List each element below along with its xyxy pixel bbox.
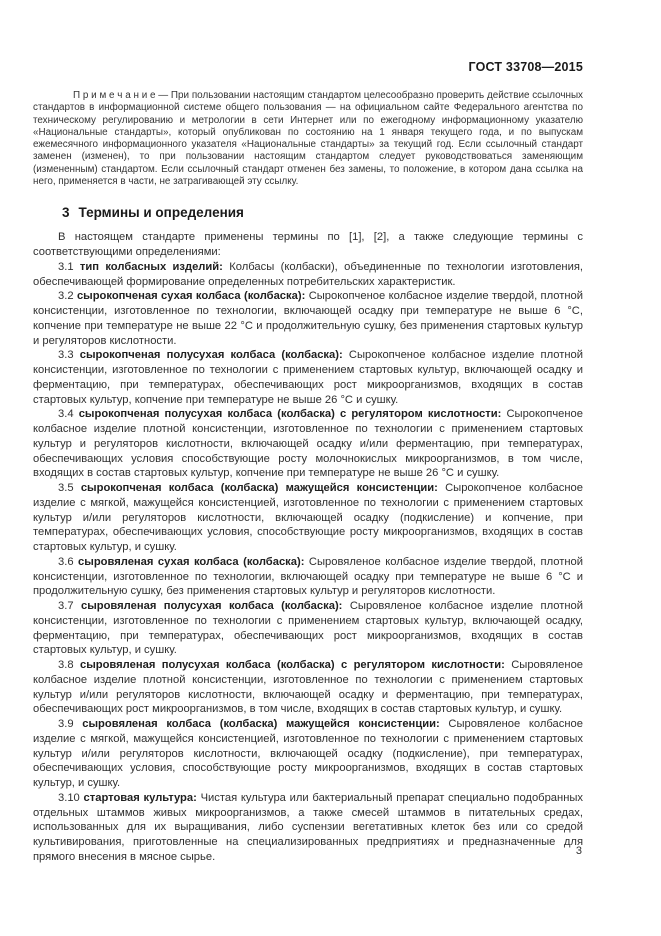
term-paragraph-3-2 [33, 289, 583, 348]
term-paragraph-3-10 [33, 791, 583, 865]
term-paragraph-3-7 [33, 599, 583, 658]
section-intro: В настоящем стандарте применены термины по [1], [2], а также следующие термины с соответствующими определениями: [33, 231, 583, 259]
term-name: сырокопченая сухая колбаса (колбаска): [76, 290, 306, 303]
term-paragraph-3-1 [33, 260, 583, 290]
term-paragraph-3-5 [33, 481, 583, 555]
term-number: 3.7 [58, 600, 74, 613]
term-name: сыровяленая полусухая колбаса (колбаска) с регулятором кислотности: [79, 659, 505, 672]
term-definition: Чистая культура или бактериальный препарат специально подобранных отдельных штаммов живых микроорганизмов, а также смесей штаммов в питательных средах, использованных для их выращивания, либо суспензии вегетативных клеток без или со средой культивирования, приготовленные на специализированных предприятиях и предназначенные для прямого внесения в мясное сырье. [33, 791, 584, 863]
term-number: 3.6 [58, 555, 74, 568]
term-name: сырокопченая колбаса (колбаска) мажущейся консистенции: [80, 482, 438, 495]
term-definition: Сырокопченое колбасное изделие твердой, плотной консистенции, изготовленное по технологии, включающей осадку при температуре не выше 6 °С, копчение при температуре не выше 22 °С и продолжительную сушку, без применения стартовых культур и регуляторов кислотности. [33, 290, 584, 347]
term-name: сырокопченая полусухая колбаса (колбаска) с регулятором кислотности: [78, 408, 502, 421]
term-name: тип колбасных изделий: [79, 260, 223, 273]
term-name: сыровяленая полусухая колбаса (колбаска): [80, 600, 343, 613]
term-definition: Сыровяленое колбасное изделие твердой, плотной консистенции, изготовленное по технологии, включающей осадку при температуре не выше 6 °С и продолжительную сушку, без применения стартовых культур и регуляторов кислотности. [33, 555, 583, 598]
section-heading [33, 205, 583, 220]
term-paragraph-3-4 [33, 407, 583, 481]
term-number: 3.5 [58, 482, 74, 495]
note-text: — При пользовании настоящим стандартом целесообразно проверить действие ссылочных стандартов в информационной системе общего пользования — на официальном сайте Федерального агентства по техническому регулированию и метрологии в сети Интернет или по ежегодному информационному указателю «Национальные стандарты», который опубликован по состоянию на 1 января текущего года, и по выпускам ежемесячного информационного указателя «Национальные стандарты» за текущий год. Если ссылочный стандарт заменен (изменен), то при пользовании настоящим стандартом следует руководствоваться заменяющим (измененным) стандартом. Если ссылочный стандарт отменен без замены, то положение, в котором дана ссылка на него, применяется в части, не затрагивающей эту ссылку. [33, 90, 583, 188]
term-number: 3.8 [58, 659, 74, 672]
term-paragraph-3-6 [33, 555, 583, 599]
note-paragraph [33, 90, 583, 188]
term-definition: Сыровяленое колбасное изделие плотной консистенции, изготовленное по технологии с применением стартовых культур, включающей осадку, ферментацию, при температурах, обеспечивающих рост микроорганизмов, входящих в состав стартовых культур, и сушку. [33, 600, 583, 657]
term-paragraph-3-3 [33, 348, 583, 407]
term-definition: Сырокопченое колбасное изделие с мягкой, мажущейся консистенцией, изготовленное по технологии с применением стартовых культур и/или регуляторов кислотности, включающей осадку (подкисление) и копчение, при температурах, обеспечивающих условия, способствующие росту микроорганизмов, входящих в состав стартовых культур, и сушку. [33, 482, 584, 554]
term-definition: Сыровяленое колбасное изделие плотной консистенции, изготовленное по технологии с применением стартовых культур и/или регуляторов кислотности, включающей осадку и ферментацию, при температурах, обеспечивающих рост микроорганизмов, в том числе, входящих в состав стартовых культур, и сушку. [33, 659, 584, 716]
document-code: ГОСТ 33708—2015 [468, 60, 583, 74]
term-number: 3.10 [58, 791, 80, 804]
term-number: 3.1 [58, 260, 74, 273]
page-content [33, 60, 583, 865]
term-definition: Сырокопченое колбасное изделие плотной консистенции, изготовленное по технологии с применением стартовых культур и регуляторов кислотности, включающей осадку и/или ферментацию, при температурах, обеспечивающих условия способствующие росту молочнокислых микроорганизмов, в том числе, входящих в состав стартовых культур, копчение при температуре не выше 26 °С и сушку. [33, 408, 583, 480]
term-name: сыровяленая колбаса (колбаска) мажущейся консистенции: [82, 718, 440, 731]
term-name: сырокопченая полусухая колбаса (колбаска): [79, 349, 343, 362]
note-label: П р и м е ч а н и е [73, 90, 156, 101]
term-definition: Сырокопченое колбасное изделие плотной консистенции, изготовленное по технологии с применением стартовых культур, включающей осадку и ферментацию, при температурах, обеспечивающих рост микроорганизмов, входящих в состав стартовых культур, копчение при температуре не выше 26 °С и сушку. [33, 349, 583, 406]
term-number: 3.9 [58, 718, 74, 731]
term-name: сыровяленая сухая колбаса (колбаска): [78, 555, 305, 568]
page-number: 3 [575, 845, 582, 857]
term-definition: Колбасы (колбаски), объединенные по технологии изготовления, обеспечивающей формирование определенных потребительских характеристик. [33, 260, 584, 288]
term-paragraph-3-8 [33, 658, 583, 717]
term-name: стартовая культура: [83, 791, 197, 804]
term-number: 3.2 [58, 290, 74, 303]
term-definition: Сыровяленое колбасное изделие с мягкой, мажущейся консистенцией, изготовленное по технологии с применением стартовых культур и/или регуляторов кислотности, включающей осадку (подкисление), при температурах, обеспечивающих условия, способствующие росту микроорганизмов, входящих в состав стартовых культур, и сушку. [33, 718, 583, 790]
section-number: 3 [62, 205, 70, 221]
section-title: Термины и определения [78, 205, 244, 221]
term-paragraph-3-9 [33, 717, 583, 791]
term-number: 3.4 [58, 408, 74, 421]
term-number: 3.3 [58, 349, 74, 362]
